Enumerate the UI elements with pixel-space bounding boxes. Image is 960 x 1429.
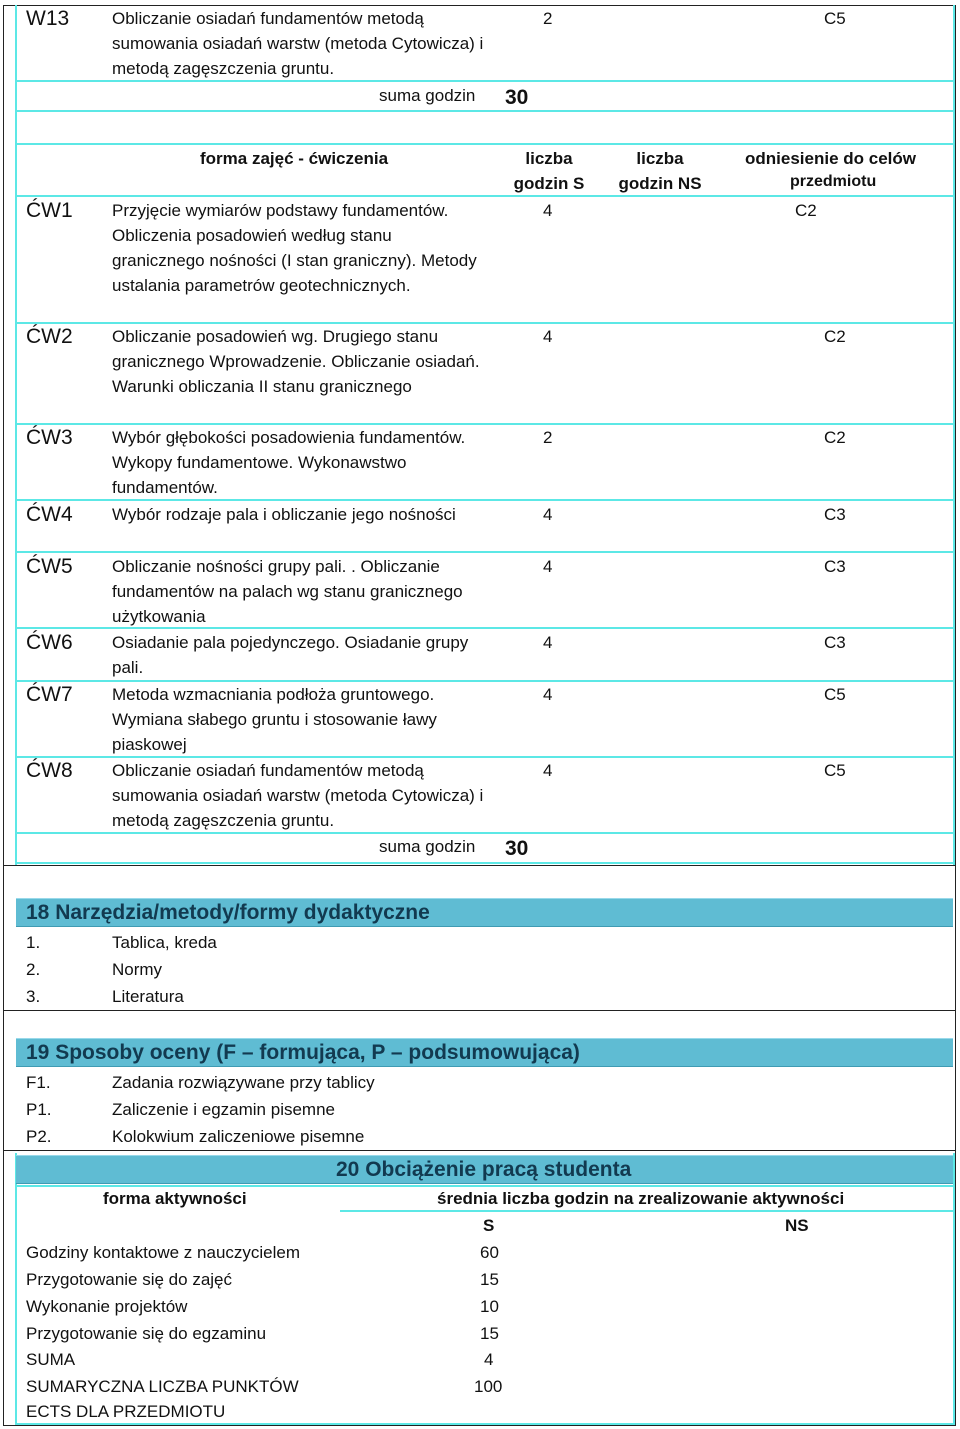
table-rule-left [15,5,17,865]
exercise-goal: C2 [824,428,846,447]
list-item-number: 3. [26,987,41,1006]
list-item-text: Zaliczenie i egzamin pisemne [112,1100,335,1119]
exercise-description: Wybór głębokości posadowienia fundamentów. Wykopy fundamentowe. Wykonawstwo fundamentów. [112,428,466,497]
sum-label: suma godzin [379,837,476,856]
exercise-goal: C3 [824,557,846,576]
list-item-number: 1. [26,933,41,952]
exercise-description: Przyjęcie wymiarów podstawy fundamentów. Obliczenia posadowień według stanu granicznego nośności (I stan graniczny). Metody ustalania parametrów geotechnicznych. [112,201,477,295]
lecture-hours: 2 [543,9,553,28]
table-rule-left-2 [15,1153,17,1423]
activity-hours-s: 10 [480,1297,499,1316]
avg-hours-header: średnia liczba godzin na zrealizowanie aktywności [437,1189,845,1208]
exercises-sum-value: 30 [505,837,529,860]
exercise-code: ĆW4 [26,503,73,526]
exercise-hours: 4 [543,557,553,576]
hours-s-header: liczba godzin S [513,149,585,193]
exercise-description: Obliczanie nośności grupy pali. . Obliczanie fundamentów na palach wg stanu granicznego użytkowania [112,557,463,626]
table-rule-right [953,5,955,865]
exercise-hours: 4 [543,327,553,346]
list-item-text: Zadania rozwiązywane przy tablicy [112,1073,375,1092]
exercises-form-header: forma zajęć - ćwiczenia [200,149,389,168]
exercise-description: Wybór rodzaje pala i obliczanie jego nośności [112,505,456,524]
section-divider [3,1150,956,1151]
section-18-header [16,898,953,927]
section-divider [3,865,956,866]
goals-subheader: przedmiotu [790,173,877,190]
list-item-number: P2. [26,1127,52,1146]
activity-hours-s: 15 [480,1270,499,1289]
exercise-hours: 4 [543,201,553,220]
exercise-code: ĆW1 [26,199,73,222]
ns-column-header: NS [785,1216,809,1235]
exercise-goal: C5 [824,761,846,780]
s-column-header: S [483,1216,495,1235]
exercise-hours: 4 [543,505,553,524]
section-divider [3,1010,956,1011]
exercise-hours: 4 [543,685,553,704]
activity-form-header: forma aktywności [103,1189,247,1208]
exercise-goal: C2 [824,327,846,346]
table-rule [15,110,955,112]
list-item-text: Kolokwium zaliczeniowe pisemne [112,1127,365,1146]
exercise-code: ĆW3 [26,426,73,449]
table-rule [15,551,955,553]
ects-label: ECTS DLA PRZEDMIOTU [26,1402,226,1421]
exercise-code: ĆW7 [26,683,73,706]
section-20-title: 20 Obciążenie pracą studenta [336,1158,632,1181]
exercise-code: ĆW8 [26,759,73,782]
exercise-code: ĆW6 [26,631,73,654]
hours-ns-header: liczba godzin NS [618,149,702,193]
exercise-hours: 4 [543,761,553,780]
table-rule-right-2 [953,1153,955,1423]
exercise-hours: 2 [543,428,553,447]
activity-hours-s: 60 [480,1243,499,1262]
list-item-text: Literatura [112,987,184,1006]
activity-label: Przygotowanie się do egzaminu [26,1324,267,1343]
activity-hours-s: 4 [484,1350,494,1369]
list-item-text: Normy [112,960,163,979]
activity-label: SUMARYCZNA LICZBA PUNKTÓW [26,1377,299,1396]
activity-label: Wykonanie projektów [26,1297,188,1316]
exercise-goal: C2 [795,201,817,220]
list-item-number: 2. [26,960,41,979]
goals-header: odniesienie do celów [745,149,916,168]
exercise-goal: C3 [824,633,846,652]
activity-hours-s: 15 [480,1324,499,1343]
list-item-number: P1. [26,1100,52,1119]
table-rule [15,143,955,145]
exercise-description: Metoda wzmacniania podłoża gruntowego. Wymiana słabego gruntu i stosowanie ławy piaskowej [112,685,437,754]
section-18-title: 18 Narzędzia/metody/formy dydaktyczne [26,901,430,924]
lecture-description: Obliczanie osiadań fundamentów metodą sumowania osiadań warstw (metoda Cytowicza) i metodą zagęszczenia gruntu. [112,9,484,78]
activity-label: SUMA [26,1350,76,1369]
exercise-description: Osiadanie pala pojedynczego. Osiadanie grupy pali. [112,633,469,677]
lecture-goal: C5 [824,9,846,28]
exercise-description: Obliczanie posadowień wg. Drugiego stanu granicznego Wprowadzenie. Obliczanie osiadań. Warunki obliczania II stanu granicznego [112,327,480,396]
exercise-description: Obliczanie osiadań fundamentów metodą sumowania osiadań warstw (metoda Cytowicza) i metodą zagęszczenia gruntu. [112,761,484,830]
sum-label: suma godzin [379,86,476,105]
exercise-hours: 4 [543,633,553,652]
table-rule [15,862,955,864]
exercise-code: ĆW5 [26,555,73,578]
table-rule [15,195,955,197]
exercise-code: ĆW2 [26,325,73,348]
lecture-code: W13 [26,7,70,30]
sum-value: 30 [505,86,529,109]
exercise-goal: C3 [824,505,846,524]
section-20-header [16,1155,953,1184]
activity-label: Przygotowanie się do zajęć [26,1270,233,1289]
activity-hours-s: 100 [474,1377,503,1396]
list-item-text: Tablica, kreda [112,933,217,952]
exercise-goal: C5 [824,685,846,704]
list-item-number: F1. [26,1073,51,1092]
section-19-title: 19 Sposoby oceny (F – formująca, P – podsumowująca) [26,1041,580,1064]
activity-label: Godziny kontaktowe z nauczycielem [26,1243,301,1262]
section-19-header [16,1038,953,1067]
